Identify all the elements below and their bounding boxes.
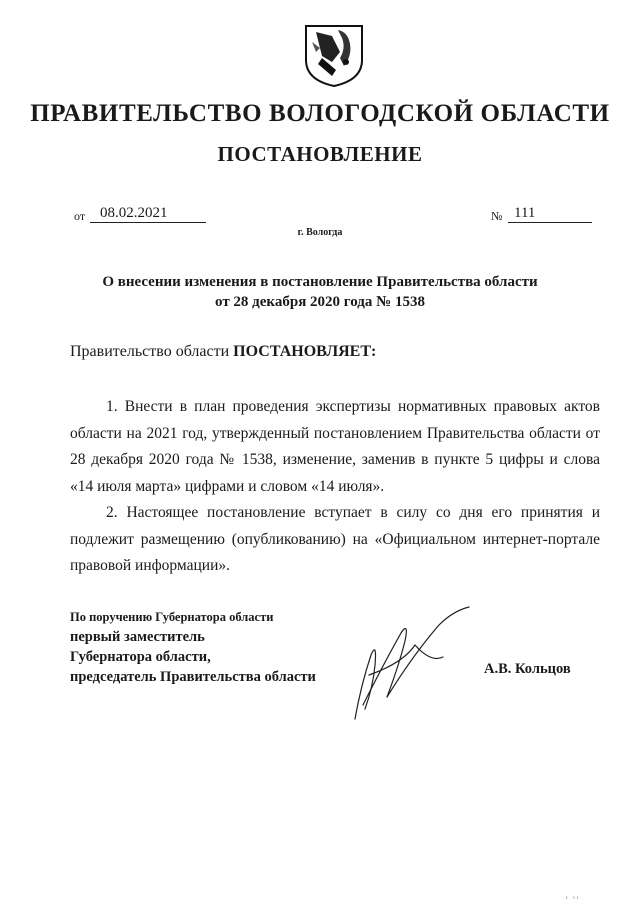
paragraph-2: 2. Настоящее постановление вступает в силу со дня его принятия и подлежит размещению (опубликованию) на «Официальном интернет-портале правовой информации».	[70, 504, 600, 574]
preamble-text: Правительство области	[70, 343, 234, 360]
city-label: г. Вологда	[297, 227, 343, 238]
signatory-position	[70, 607, 316, 687]
document-date: 08.02.2021	[90, 204, 206, 223]
preamble	[70, 343, 376, 361]
signatory-line-4: председатель Правительства области	[70, 669, 316, 685]
date-prefix: от	[74, 209, 86, 223]
subject-line-2: от 28 декабря 2020 года № 1538	[215, 294, 425, 310]
document-subject	[60, 272, 580, 312]
handwritten-signature-icon	[343, 605, 483, 725]
signatory-line-1: По поручению Губернатора области	[70, 610, 274, 624]
document-number: 111	[508, 204, 592, 223]
paragraph-1: 1. Внести в план проведения экспертизы нормативных правовых актов области на 2021 год, утвержденный постановлением Правительства области от 28 декабря 2020 года № 1538, изменение, заменив в пункте 5 цифры и слова «14 июля марта» цифрами и словом «14 июля».	[70, 398, 600, 495]
document-type-title: ПОСТАНОВЛЕНИЕ	[217, 142, 423, 166]
signatory-line-3: Губернатора области,	[70, 649, 211, 665]
coat-of-arms-icon	[302, 22, 366, 88]
subject-line-1: О внесении изменения в постановление Правительства области	[102, 274, 538, 290]
government-title: ПРАВИТЕЛЬСТВО ВОЛОГОДСКОЙ ОБЛАСТИ	[30, 100, 610, 127]
preamble-decree-word: ПОСТАНОВЛЯЕТ:	[233, 343, 377, 360]
page-mark: ı ıı	[566, 895, 581, 901]
number-prefix: №	[491, 209, 503, 223]
signer-name: А.В. Кольцов	[484, 661, 571, 677]
signatory-line-2: первый заместитель	[70, 629, 205, 645]
